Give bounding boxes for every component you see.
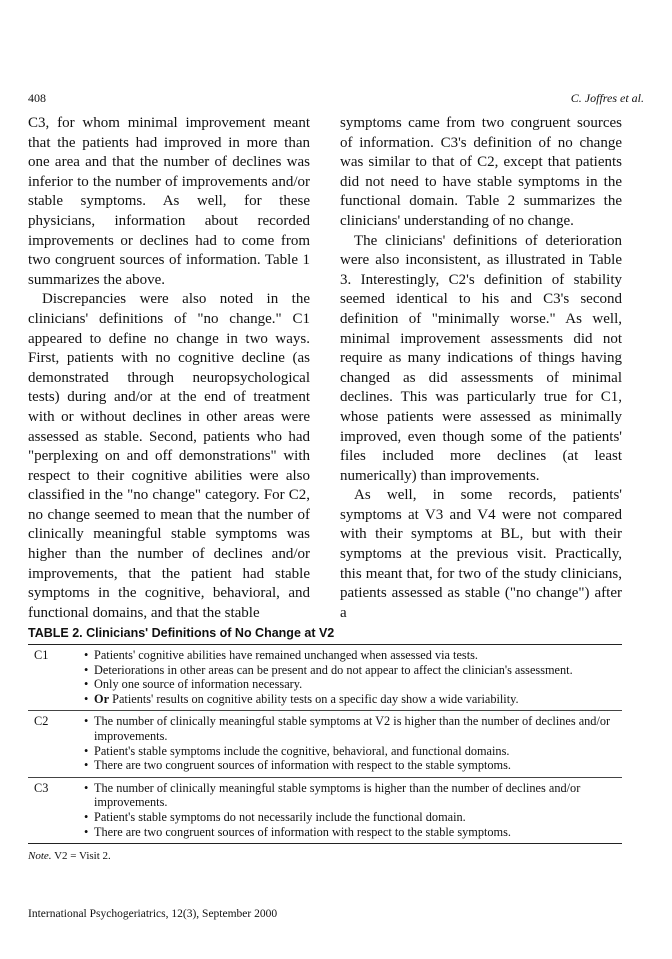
- definition-list: [84, 714, 622, 772]
- row-label: C2: [34, 714, 49, 729]
- list-item-text: Or Patients' results on cognitive ability tests on a specific day show a wide variability.: [94, 691, 519, 706]
- list-item-text: The number of clinically meaningful stable symptoms at V2 is higher than the number of declines and/or improvements.: [94, 714, 611, 743]
- bullet-icon: •: [84, 677, 89, 692]
- running-head: C. Joffres et al.: [570, 91, 644, 105]
- journal-footer: International Psychogeriatrics, 12(3), September 2000: [28, 908, 278, 920]
- list-item: [84, 677, 622, 692]
- bullet-icon: •: [84, 758, 89, 773]
- list-item-text: Deteriorations in other areas can be present and do not appear to affect the clinician's assessment.: [94, 662, 573, 677]
- paragraph: C3, for whom minimal improvement meant that the patients had improved in more than one area and that the number of declines was inferior to the number of improvements and/or stable symptoms. As well, for these physicians, information about recorded improvements or declines had to come from two congruent sources of information. Table 1 summarizes the above.: [28, 115, 310, 288]
- list-item: [84, 744, 622, 759]
- list-item: [84, 648, 622, 663]
- definition-list: [84, 781, 622, 839]
- note-label: Note.: [28, 850, 52, 863]
- list-item-text: Patients' cognitive abilities have remained unchanged when assessed via tests.: [94, 648, 478, 662]
- bullet-icon: •: [84, 648, 89, 662]
- table-row: [28, 645, 622, 710]
- bullet-icon: •: [84, 780, 89, 795]
- table-title: TABLE 2. Clinicians' Definitions of No Change at V2: [28, 626, 335, 640]
- bullet-icon: •: [84, 714, 89, 729]
- list-item: [84, 781, 622, 810]
- bullet-icon: •: [84, 824, 89, 839]
- table-bottom-rule: [28, 843, 622, 844]
- bullet-icon: •: [84, 691, 89, 706]
- bullet-icon: •: [84, 809, 89, 824]
- list-item: [84, 758, 622, 773]
- emphasis-or: Or: [94, 691, 110, 706]
- list-item: [84, 663, 622, 678]
- left-column: [28, 114, 310, 623]
- right-column: [340, 114, 622, 623]
- list-item: [84, 825, 622, 840]
- bullet-icon: •: [84, 662, 89, 677]
- list-item-text: Only one source of information necessary.: [94, 677, 303, 692]
- list-item: [84, 714, 622, 743]
- bullet-icon: •: [84, 743, 89, 758]
- row-label: C1: [34, 648, 49, 662]
- paragraph: As well, in some records, patients' symptoms at V3 and V4 were not compared with their symptoms at BL, but with their symptoms at the previous visit. Practically, this meant that, for two of the study clinicians, patients assessed as stable ("no change") after a: [340, 487, 622, 621]
- table-note: [28, 850, 622, 862]
- row-label: C3: [34, 780, 49, 795]
- definition-list: [84, 648, 622, 706]
- list-item-text: The number of clinically meaningful stable symptoms is higher than the number of declines and/or improvements.: [94, 780, 581, 810]
- paragraph: The clinicians' definitions of deterioration were also inconsistent, as illustrated in Table 3. Interestingly, C2's definition of stability seemed identical to his and C3's second definition of "minimally worse." As well, minimal improvement assessments did not require as many indications of things having changed as did assessments of minimal declines. This was particularly true for C1, whose patients were assessed as minimally improved, even though some of the patients' files included more declines (at least numerically) than improvements.: [340, 232, 622, 484]
- list-item-text: There are two congruent sources of information with respect to the stable symptoms.: [94, 758, 511, 773]
- paragraph: symptoms came from two congruent sources of information. C3's definition of no change was similar to that of C2, except that patients did not need to have stable symptoms in the functional domain. Table 2 summarizes the clinicians' understanding of no change.: [340, 115, 622, 229]
- list-item-text: Patient's stable symptoms do not necessarily include the functional domain.: [94, 809, 466, 824]
- table-row: [28, 778, 622, 843]
- body-text: [28, 114, 622, 621]
- page-header: [28, 91, 644, 107]
- list-item-text: Patient's stable symptoms include the cognitive, behavioral, and functional domains.: [94, 743, 510, 758]
- note-text: V2 = Visit 2.: [54, 850, 111, 863]
- paragraph: Discrepancies were also noted in the clinicians' definitions of "no change." C1 appeared to define no change in two ways. First, patients with no cognitive decline (as demonstrated through neuropsychological tests) during and/or at the end of treatment with or without declines in other areas were assessed as stable. Second, patients who had "perplexing on and off demonstrations" with respect to their cognitive abilities were also classified in the "no change" category. For C2, no change seemed to mean that the number of clinically meaningful stable symptoms was higher than the number of declines and/or improvements, that the patient had stable symptoms in the cognitive, behavioral, and functional domains, and that the stable: [28, 291, 310, 621]
- table-row: [28, 711, 622, 776]
- list-item-text: There are two congruent sources of information with respect to the stable symptoms.: [94, 824, 511, 839]
- list-item: [84, 810, 622, 825]
- page-number: 408: [28, 91, 46, 105]
- table-2: [28, 626, 622, 862]
- list-item: [84, 692, 622, 707]
